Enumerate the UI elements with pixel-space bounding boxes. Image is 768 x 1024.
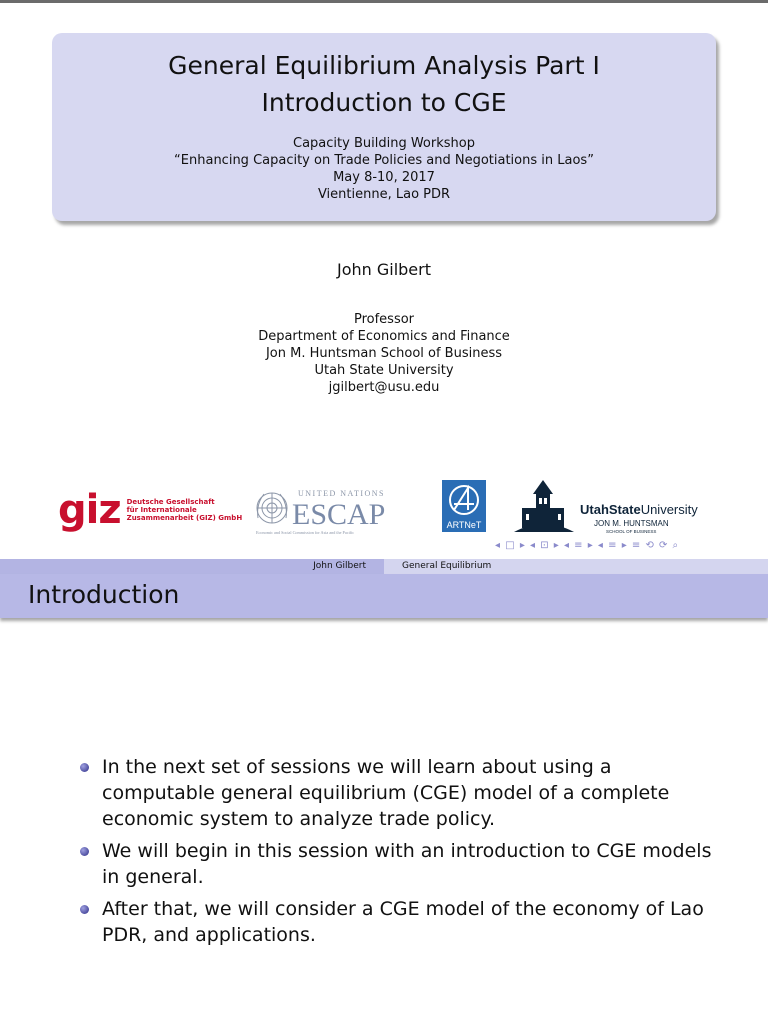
un-emblem-icon — [257, 493, 287, 523]
footer-author: John Gilbert — [313, 561, 366, 571]
usu-school: JON M. HUNTSMAN — [594, 519, 669, 528]
escap-top-text: UNITED NATIONS — [298, 489, 385, 498]
giz-mark: giz — [58, 487, 121, 533]
giz-text — [127, 498, 243, 522]
usu-logo — [514, 478, 714, 536]
bullet-icon — [80, 847, 89, 856]
artnet-logo — [442, 480, 486, 532]
frame-title: Introduction — [28, 580, 180, 609]
old-main-tower-icon — [514, 480, 574, 532]
author-name: John Gilbert — [336, 260, 431, 279]
beamer-navigation-icons[interactable]: ◂ □ ▸ ◂ ⊡ ▸ ◂ ≡ ▸ ◂ ≡ ▸ ≡ ⟲ ⟳ ⌕ — [495, 540, 680, 551]
bullet-text: After that, we will consider a CGE model of the economy of Lao PDR, and applications. — [102, 898, 704, 946]
subtitle-line: Vientienne, Lao PDR — [317, 187, 451, 202]
bullet-icon — [80, 763, 89, 772]
title-line-1: General Equilibrium Analysis Part I — [168, 51, 600, 80]
usu-school-sub: SCHOOL OF BUSINESS — [606, 529, 657, 534]
giz-text-line: Zusammenarbeit (GIZ) GmbH — [126, 514, 243, 522]
partner-logos — [0, 476, 768, 538]
email-address: jgilbert@usu.edu — [328, 380, 440, 395]
escap-caption: Economic and Social Commission for Asia and the Pacific — [256, 530, 355, 535]
affiliation — [0, 311, 768, 396]
bullet-text: In the next set of sessions we will learn about using a computable general equilibrium (CGE) model of a complete economic system to analyze trade policy. — [102, 756, 670, 830]
subtitle — [52, 135, 716, 203]
subtitle-line: May 8-10, 2017 — [333, 170, 435, 185]
footer-right — [384, 559, 768, 574]
top-rule — [0, 0, 768, 3]
footer-left — [0, 559, 384, 574]
frame-title-bar — [0, 574, 768, 618]
affiliation-line: Utah State University — [314, 363, 454, 378]
bullet-text: We will begin in this session with an introduction to CGE models in general. — [102, 840, 712, 888]
list-item — [80, 754, 720, 832]
subtitle-line: Capacity Building Workshop — [293, 136, 475, 151]
list-item — [80, 896, 720, 948]
bullet-icon — [80, 905, 89, 914]
affiliation-line: Professor — [353, 312, 415, 327]
giz-text-line: für Internationale — [126, 506, 197, 514]
list-item — [80, 838, 720, 890]
slide-footer — [0, 559, 768, 574]
title-line-2: Introduction to CGE — [261, 88, 507, 117]
subtitle-line: “Enhancing Capacity on Trade Policies and Negotiations in Laos” — [174, 153, 594, 168]
giz-logo — [58, 487, 243, 533]
presentation-title — [52, 47, 716, 121]
footer-title: General Equilibrium — [402, 561, 492, 571]
bullet-list — [80, 754, 720, 954]
escap-logo — [252, 486, 412, 536]
usu-wordmark: UtahStateUniversity — [580, 502, 698, 517]
title-block — [52, 33, 716, 221]
escap-name: ESCAP — [292, 498, 386, 531]
giz-text-line: Deutsche Gesellschaft — [126, 498, 215, 506]
affiliation-line: Department of Economics and Finance — [258, 329, 510, 344]
affiliation-line: Jon M. Huntsman School of Business — [265, 346, 503, 361]
artnet-text: ARTNeT — [446, 520, 482, 530]
